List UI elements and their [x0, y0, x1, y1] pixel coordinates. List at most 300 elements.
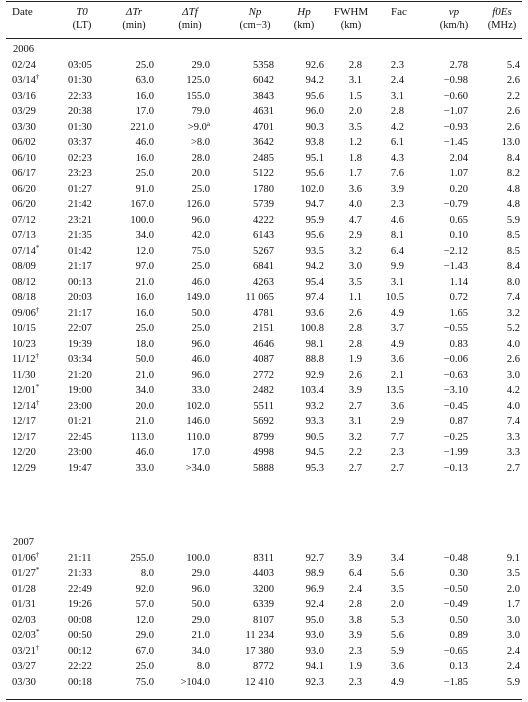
- cell-f0es: 3.2: [506, 307, 520, 319]
- cell-dtf: 8.0: [196, 661, 210, 672]
- cell-t0: 00:18: [68, 676, 92, 688]
- cell-t0: 22:22: [68, 661, 92, 672]
- cell-t0: 22:07: [68, 323, 92, 334]
- cell-fac: 6.4: [390, 245, 404, 257]
- table-row: [0, 106, 528, 118]
- cell-dtr: 18.0: [135, 338, 154, 350]
- cell-np: 2772: [253, 369, 274, 381]
- cell-fwhm: 2.6: [348, 307, 362, 319]
- cell-vp: 0.20: [449, 183, 468, 195]
- cell-dtr: 25.0: [135, 661, 154, 672]
- cell-dtf: 33.0: [191, 385, 210, 396]
- cell-date: 10/15: [12, 323, 36, 334]
- cell-dtf: 25.0: [191, 183, 210, 195]
- cell-date: 08/18: [12, 292, 36, 303]
- cell-np: 11 234: [245, 630, 274, 641]
- cell-hp: 88.8: [305, 354, 324, 365]
- table-row: [0, 91, 528, 103]
- cell-date: 06/17: [12, 168, 36, 179]
- cell-vp: −0.48: [443, 552, 468, 564]
- cell-np: 8107: [253, 614, 274, 626]
- footnote-mark: *: [35, 628, 40, 636]
- cell-t0: 20:38: [68, 106, 92, 117]
- cell-fwhm: 1.1: [348, 292, 362, 303]
- cell-t0: 21:35: [68, 230, 92, 241]
- table-row: [0, 261, 528, 273]
- cell-vp: 0.10: [449, 230, 468, 241]
- table-row: [0, 432, 528, 444]
- table-row: [0, 243, 528, 258]
- table-row: [0, 416, 528, 428]
- header-rule: [6, 38, 522, 39]
- cell-dtr: 221.0: [130, 121, 154, 133]
- cell-fwhm: 2.6: [348, 369, 362, 381]
- cell-vp: −0.25: [443, 431, 468, 443]
- cell-fac: 2.3: [390, 199, 404, 210]
- cell-dtr: 46.0: [135, 137, 154, 148]
- cell-hp: 98.1: [305, 338, 324, 350]
- cell-vp: −2.12: [443, 245, 468, 257]
- cell-fac: 3.1: [390, 276, 404, 288]
- cell-fac: 10.5: [385, 292, 404, 303]
- table-row: [0, 230, 528, 242]
- table-row: [0, 119, 528, 134]
- cell-f0es: 2.6: [506, 354, 520, 365]
- cell-dtf: 50.0: [191, 307, 210, 319]
- cell-fac: 5.3: [390, 614, 404, 626]
- cell-t0: 00:50: [68, 630, 92, 641]
- cell-vp: −1.43: [443, 261, 468, 272]
- cell-hp: 92.6: [305, 59, 324, 71]
- year-heading: 2007: [13, 537, 34, 548]
- cell-vp: 1.14: [449, 276, 468, 288]
- cell-date: 12/29: [12, 462, 36, 474]
- cell-date: 01/31: [12, 599, 36, 610]
- cell-fwhm: 2.9: [348, 230, 362, 241]
- cell-vp: 0.50: [449, 614, 468, 626]
- cell-dtf: 50.0: [191, 599, 210, 610]
- table-row: [0, 199, 528, 211]
- cell-hp: 92.9: [305, 369, 324, 381]
- cell-hp: 95.9: [305, 214, 324, 226]
- cell-dtr: 91.0: [135, 183, 154, 195]
- cell-vp: −1.07: [443, 106, 468, 117]
- cell-hp: 90.3: [305, 121, 324, 133]
- cell-hp: 95.6: [305, 230, 324, 241]
- cell-hp: 95.1: [305, 152, 324, 164]
- cell-hp: 96.9: [305, 583, 324, 595]
- cell-dtr: 75.0: [135, 676, 154, 688]
- table-row: [0, 630, 528, 642]
- cell-hp: 94.2: [305, 75, 324, 86]
- cell-dtf: 20.0: [191, 168, 210, 179]
- table-row: [0, 323, 528, 335]
- header-vp: vp (km/h): [439, 6, 469, 31]
- cell-dtf: 75.0: [191, 245, 210, 257]
- cell-t0: 01:42: [68, 245, 92, 257]
- cell-f0es: 5.4: [506, 59, 520, 71]
- cell-np: 8772: [253, 661, 274, 672]
- cell-f0es: 5.9: [506, 676, 520, 688]
- cell-np: 4998: [253, 447, 274, 458]
- cell-t0: 21:17: [68, 307, 92, 319]
- table-row: [0, 137, 528, 149]
- cell-np: 11 065: [245, 292, 274, 303]
- cell-hp: 93.2: [305, 400, 324, 412]
- cell-hp: 92.4: [305, 599, 324, 610]
- cell-dtr: 25.0: [135, 59, 154, 71]
- cell-dtf: 28.0: [191, 152, 210, 164]
- cell-np: 4087: [253, 354, 274, 365]
- cell-np: 4222: [253, 214, 274, 226]
- cell-np: 1780: [253, 183, 274, 195]
- cell-date: 03/30: [12, 676, 36, 688]
- cell-f0es: 7.4: [506, 416, 520, 427]
- cell-fac: 3.5: [390, 583, 404, 595]
- cell-t0: 19:39: [68, 338, 92, 350]
- cell-t0: 03:34: [68, 354, 92, 365]
- cell-fwhm: 1.8: [348, 152, 362, 164]
- cell-fac: 2.3: [390, 59, 404, 71]
- table-row: [0, 568, 528, 580]
- cell-np: 4781: [253, 307, 274, 319]
- footnote-mark: †: [35, 73, 40, 81]
- cell-np: 3642: [253, 137, 274, 148]
- cell-np: 17 380: [245, 645, 274, 657]
- cell-f0es: 8.0: [506, 276, 520, 288]
- cell-fac: 6.1: [390, 137, 404, 148]
- cell-fac: 3.6: [390, 354, 404, 365]
- table-row: [0, 168, 528, 180]
- cell-fac: 4.6: [390, 214, 404, 226]
- cell-f0es: 8.5: [506, 245, 520, 257]
- cell-date: 08/12: [12, 276, 36, 288]
- cell-dtf: 29.0: [191, 568, 210, 579]
- cell-dtf: 110.0: [186, 431, 210, 443]
- cell-np: 5358: [253, 59, 274, 71]
- cell-np: 8799: [253, 431, 274, 443]
- cell-np: 2151: [253, 323, 274, 334]
- cell-np: 8311: [253, 552, 274, 564]
- cell-fwhm: 2.3: [348, 676, 362, 688]
- cell-fac: 7.7: [390, 431, 404, 443]
- cell-fwhm: 4.7: [348, 214, 362, 226]
- cell-np: 5122: [253, 168, 274, 179]
- cell-dtf: >104.0: [180, 676, 210, 688]
- cell-fwhm: 2.8: [348, 323, 362, 334]
- cell-hp: 95.4: [305, 276, 324, 288]
- cell-fwhm: 3.2: [348, 245, 362, 257]
- cell-fwhm: 1.5: [348, 90, 362, 102]
- cell-f0es: 8.4: [506, 152, 520, 164]
- cell-hp: 92.7: [305, 552, 324, 564]
- cell-fac: 3.4: [390, 552, 404, 564]
- cell-fac: 4.2: [390, 121, 404, 133]
- cell-fac: 3.7: [390, 323, 404, 334]
- cell-date: 01/06†: [12, 550, 40, 564]
- cell-fac: 2.4: [390, 75, 404, 86]
- cell-dtf: 125.0: [186, 75, 210, 86]
- cell-f0es: 3.5: [506, 568, 520, 579]
- cell-dtr: 100.0: [130, 214, 154, 226]
- cell-hp: 93.3: [305, 416, 324, 427]
- cell-t0: 23:00: [68, 447, 92, 458]
- table-row: [0, 599, 528, 611]
- header-dtr: ΔTr (min): [122, 6, 146, 31]
- cell-dtr: 12.0: [135, 614, 154, 626]
- cell-dtr: 21.0: [135, 416, 154, 427]
- cell-hp: 93.0: [305, 645, 324, 657]
- cell-date: 03/21†: [12, 643, 40, 657]
- cell-f0es: 1.7: [506, 599, 520, 610]
- cell-vp: −1.45: [443, 137, 468, 148]
- table-row: [0, 305, 528, 320]
- cell-dtr: 12.0: [135, 245, 154, 257]
- cell-date: 12/17: [12, 431, 36, 443]
- cell-dtr: 46.0: [135, 447, 154, 458]
- cell-np: 12 410: [245, 676, 274, 688]
- cell-dtf: 155.0: [186, 90, 210, 102]
- cell-np: 4631: [253, 106, 274, 117]
- cell-f0es: 8.4: [506, 261, 520, 272]
- cell-fac: 3.9: [390, 183, 404, 195]
- cell-date: 11/30: [12, 369, 36, 381]
- cell-t0: 00:13: [68, 276, 92, 288]
- cell-dtr: 20.0: [135, 400, 154, 412]
- cell-date: 07/13: [12, 230, 36, 241]
- table-row: [0, 215, 528, 227]
- cell-fac: 2.0: [390, 599, 404, 610]
- cell-fwhm: 1.7: [348, 168, 362, 179]
- cell-date: 01/28: [12, 583, 36, 595]
- cell-dtr: 16.0: [135, 292, 154, 303]
- cell-vp: −0.49: [443, 599, 468, 610]
- cell-dtr: 67.0: [135, 645, 154, 657]
- cell-fwhm: 2.2: [348, 447, 362, 458]
- cell-f0es: 2.6: [506, 121, 520, 133]
- cell-dtf: 42.0: [191, 230, 210, 241]
- cell-vp: 2.04: [449, 152, 468, 164]
- cell-t0: 21:33: [68, 568, 92, 579]
- cell-dtr: 8.0: [140, 568, 154, 579]
- cell-f0es: 4.8: [506, 183, 520, 195]
- cell-f0es: 9.1: [506, 552, 520, 564]
- cell-fwhm: 3.8: [348, 614, 362, 626]
- cell-fwhm: 6.4: [348, 568, 362, 579]
- cell-dtf: 96.0: [191, 214, 210, 226]
- table-row: [0, 354, 528, 366]
- cell-vp: 0.13: [449, 661, 468, 672]
- cell-f0es: 2.4: [506, 661, 520, 672]
- header-dtf: ΔTf (min): [178, 6, 202, 31]
- cell-vp: −1.85: [443, 676, 468, 688]
- cell-dtf: 29.0: [191, 59, 210, 71]
- table-row: [0, 385, 528, 397]
- cell-fwhm: 3.5: [348, 276, 362, 288]
- cell-t0: 22:33: [68, 90, 92, 102]
- table-row: [0, 398, 528, 413]
- cell-vp: 0.72: [449, 292, 468, 303]
- cell-dtr: 16.0: [135, 307, 154, 319]
- cell-date: 06/02: [12, 137, 36, 148]
- header-f0es: f0Es (MHz): [487, 6, 517, 31]
- cell-np: 6042: [253, 75, 274, 86]
- cell-f0es: 2.6: [506, 75, 520, 86]
- cell-fac: 4.9: [390, 676, 404, 688]
- cell-hp: 102.0: [300, 183, 324, 195]
- cell-f0es: 4.8: [506, 199, 520, 210]
- cell-t0: 20:03: [68, 292, 92, 303]
- cell-vp: −0.65: [443, 645, 468, 657]
- table-row: [0, 184, 528, 196]
- cell-dtf: >8.0: [190, 137, 210, 148]
- cell-vp: −0.55: [443, 323, 468, 334]
- cell-dtr: 16.0: [135, 152, 154, 164]
- cell-hp: 93.0: [305, 630, 324, 641]
- cell-vp: −0.60: [443, 90, 468, 102]
- cell-hp: 90.5: [305, 431, 324, 443]
- cell-t0: 23:23: [68, 168, 92, 179]
- cell-hp: 95.6: [305, 168, 324, 179]
- cell-np: 4701: [253, 121, 274, 133]
- cell-dtf: 79.0: [191, 106, 210, 117]
- cell-np: 6143: [253, 230, 274, 241]
- cell-fwhm: 2.8: [348, 599, 362, 610]
- cell-t0: 01:27: [68, 183, 92, 195]
- table-row: [0, 661, 528, 673]
- cell-fwhm: 3.0: [348, 261, 362, 272]
- cell-fwhm: 3.6: [348, 183, 362, 195]
- cell-dtf: >9.0$^a$: [187, 119, 210, 133]
- header-np: Np (cm−3): [239, 6, 271, 31]
- cell-f0es: 2.7: [506, 462, 520, 474]
- cell-vp: −0.79: [443, 199, 468, 210]
- cell-fac: 5.9: [390, 645, 404, 657]
- cell-t0: 00:12: [68, 645, 92, 657]
- cell-vp: 0.65: [449, 214, 468, 226]
- table-row: [0, 584, 528, 596]
- table-row: [0, 550, 528, 565]
- cell-date: 10/23: [12, 338, 36, 350]
- cell-t0: 00:08: [68, 614, 92, 626]
- cell-date: 09/06†: [12, 305, 40, 319]
- cell-fac: 2.3: [390, 447, 404, 458]
- cell-hp: 93.6: [305, 307, 324, 319]
- cell-f0es: 2.6: [506, 106, 520, 117]
- header-fac: Fac: [391, 6, 407, 18]
- top-rule: [6, 1, 522, 2]
- cell-hp: 94.5: [305, 447, 324, 458]
- cell-hp: 97.4: [305, 292, 324, 303]
- cell-t0: 19:47: [68, 462, 92, 474]
- table-row: [0, 643, 528, 658]
- cell-hp: 98.9: [305, 568, 324, 579]
- cell-fwhm: 3.1: [348, 416, 362, 427]
- cell-date: 12/01*: [12, 383, 40, 396]
- table-row: [0, 277, 528, 289]
- cell-fac: 5.6: [390, 568, 404, 579]
- header-t0: T0 (LT): [72, 6, 92, 31]
- cell-f0es: 3.3: [506, 447, 520, 458]
- cell-fac: 2.9: [390, 416, 404, 427]
- cell-f0es: 3.3: [506, 431, 520, 443]
- cell-f0es: 2.2: [506, 90, 520, 102]
- footnote-mark: *: [35, 243, 40, 252]
- cell-vp: 0.30: [449, 568, 468, 579]
- cell-hp: 92.3: [305, 676, 324, 688]
- cell-fwhm: 4.0: [348, 199, 362, 210]
- cell-dtf: 46.0: [191, 276, 210, 288]
- cell-fac: 2.1: [390, 369, 404, 381]
- cell-fwhm: 3.1: [348, 75, 362, 86]
- cell-f0es: 13.0: [501, 137, 520, 148]
- header-fwhm: FWHM (km): [333, 6, 369, 31]
- cell-dtr: 255.0: [130, 552, 154, 564]
- cell-hp: 96.0: [305, 106, 324, 117]
- cell-dtr: 25.0: [135, 323, 154, 334]
- cell-dtf: 96.0: [191, 369, 210, 381]
- cell-date: 12/17: [12, 416, 36, 427]
- cell-t0: 21:42: [68, 199, 92, 210]
- cell-fac: 4.9: [390, 338, 404, 350]
- cell-dtr: 29.0: [135, 630, 154, 641]
- table-row: [0, 615, 528, 627]
- cell-dtr: 57.0: [135, 599, 154, 610]
- cell-date: 03/30: [12, 121, 36, 133]
- cell-fac: 4.3: [390, 152, 404, 164]
- cell-vp: −0.63: [443, 369, 468, 381]
- table-row: [0, 339, 528, 351]
- year-heading: 2006: [13, 44, 34, 55]
- cell-vp: 0.87: [449, 416, 468, 427]
- table-row: [0, 463, 528, 475]
- cell-dtf: 149.0: [186, 292, 210, 303]
- cell-t0: 01:30: [68, 75, 92, 86]
- cell-dtr: 34.0: [135, 230, 154, 241]
- cell-np: 5739: [253, 199, 274, 210]
- cell-f0es: 4.0: [506, 400, 520, 412]
- cell-dtr: 113.0: [130, 431, 154, 443]
- cell-dtr: 21.0: [135, 276, 154, 288]
- cell-t0: 19:00: [68, 385, 92, 396]
- footnote-mark: †: [35, 352, 40, 360]
- header-date: Date: [12, 6, 33, 18]
- cell-fac: 3.6: [390, 400, 404, 412]
- cell-date: 08/09: [12, 261, 36, 272]
- cell-dtf: 29.0: [191, 614, 210, 626]
- cell-dtf: 46.0: [191, 354, 210, 365]
- cell-date: 03/14†: [12, 73, 40, 86]
- cell-np: 6841: [253, 261, 274, 272]
- table-row: [0, 75, 528, 87]
- cell-hp: 100.8: [300, 323, 324, 334]
- cell-fwhm: 1.9: [348, 661, 362, 672]
- table-row: [0, 153, 528, 165]
- cell-fwhm: 2.4: [348, 583, 362, 595]
- cell-date: 01/27*: [12, 566, 40, 579]
- cell-f0es: 3.0: [506, 614, 520, 626]
- cell-fac: 7.6: [390, 168, 404, 179]
- cell-fac: 3.1: [390, 90, 404, 102]
- footnote-mark: *: [35, 566, 40, 574]
- cell-fwhm: 3.9: [348, 630, 362, 641]
- header-hp: Hp (km): [293, 6, 315, 31]
- cell-dtf: 34.0: [191, 645, 210, 657]
- cell-f0es: 3.0: [506, 630, 520, 641]
- cell-f0es: 4.2: [506, 385, 520, 396]
- cell-vp: 1.07: [449, 168, 468, 179]
- cell-fac: 4.9: [390, 307, 404, 319]
